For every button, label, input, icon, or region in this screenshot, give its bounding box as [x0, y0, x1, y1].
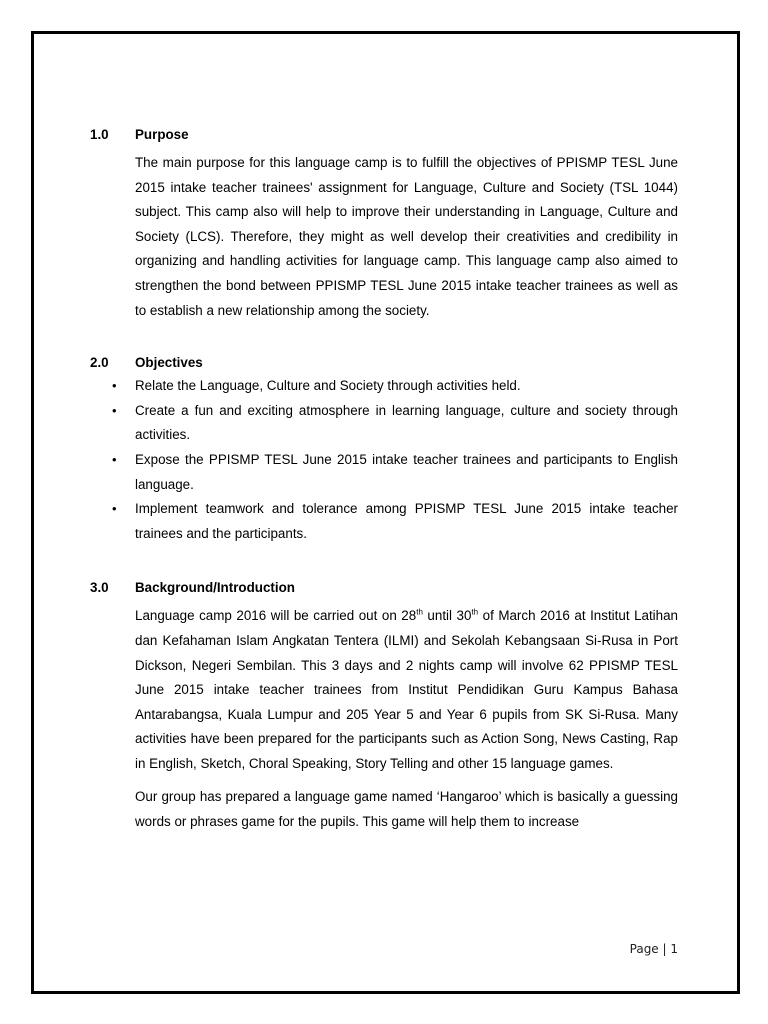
- bullet-icon: •: [112, 451, 117, 467]
- section-number: 1.0: [90, 127, 109, 142]
- purpose-paragraph: The main purpose for this language camp is to fulfill the objectives of PPISMP TESL June 2015 intake teacher trainees' assignment for Language, Culture and Society (TSL 1044) subject. This camp also will help to improve their understanding in Language, Culture and Society (LCS). Therefore, they might as well develop their creativities and credibility in organizing and handling activities for language camp. This language camp also aimed to strengthen the bond between PPISMP TESL June 2015 intake teacher trainees as well as to establish a new relationship among the society.: [135, 155, 678, 318]
- section-number: 2.0: [90, 355, 109, 371]
- section-title: Background/Introduction: [135, 580, 295, 596]
- section-objectives: [90, 352, 678, 546]
- section-heading: [90, 124, 678, 146]
- list-item-text: Expose the PPISMP TESL June 2015 intake teacher trainees and participants to English language.: [135, 451, 678, 492]
- background-paragraph-2: Our group has prepared a language game named ‘Hangaroo’ which is basically a guessing words or phrases game for the pupils. This game will help them to increase: [135, 789, 678, 830]
- section-title: Purpose: [135, 127, 189, 142]
- list-item-text: Implement teamwork and tolerance among PPISMP TESL June 2015 intake teacher trainees and the participants.: [135, 501, 678, 541]
- text-run: Language camp 2016 will be carried out on 28: [135, 608, 417, 624]
- text-run: until 30: [422, 608, 472, 624]
- bullet-icon: •: [112, 378, 117, 394]
- objectives-list: [90, 374, 678, 546]
- list-item-text: Relate the Language, Culture and Society through activities held.: [135, 378, 521, 394]
- section-number: 3.0: [90, 580, 109, 596]
- list-item: [90, 497, 678, 546]
- bullet-icon: •: [112, 501, 117, 517]
- list-item: [90, 448, 678, 497]
- ordinal-suffix: th: [471, 607, 479, 617]
- section-purpose: [90, 124, 678, 323]
- section-heading: [90, 352, 678, 374]
- text-run: of March 2016 at Institut Latihan dan Kefahaman Islam Angkatan Tentera (ILMI) and Sekolah Kebangsaan Si-Rusa in Port Dickson, Negeri Sembilan. This 3 days and 2 nights camp will involve 62 PPISMP TESL June 2015 intake teacher trainees from Institut Pendidikan Guru Kampus Bahasa Antarabangsa, Kuala Lumpur and 205 Year 5 and Year 6 pupils from SK Si-Rusa. Many activities have been prepared for the participants such as Action Song, News Casting, Rap in English, Sketch, Choral Speaking, Story Telling and other 15 language games.: [135, 608, 679, 771]
- background-paragraph-1: [135, 604, 678, 776]
- list-item: [90, 374, 678, 399]
- section-background: [90, 577, 678, 834]
- section-heading: [90, 577, 678, 599]
- document-body: [90, 124, 678, 835]
- ordinal-suffix: th: [416, 607, 423, 617]
- list-item: [90, 399, 678, 448]
- bullet-icon: •: [112, 402, 117, 418]
- list-item-text: Create a fun and exciting atmosphere in learning language, culture and society through activities.: [135, 402, 678, 443]
- section-title: Objectives: [135, 355, 203, 371]
- page-number: Page | 1: [629, 942, 678, 956]
